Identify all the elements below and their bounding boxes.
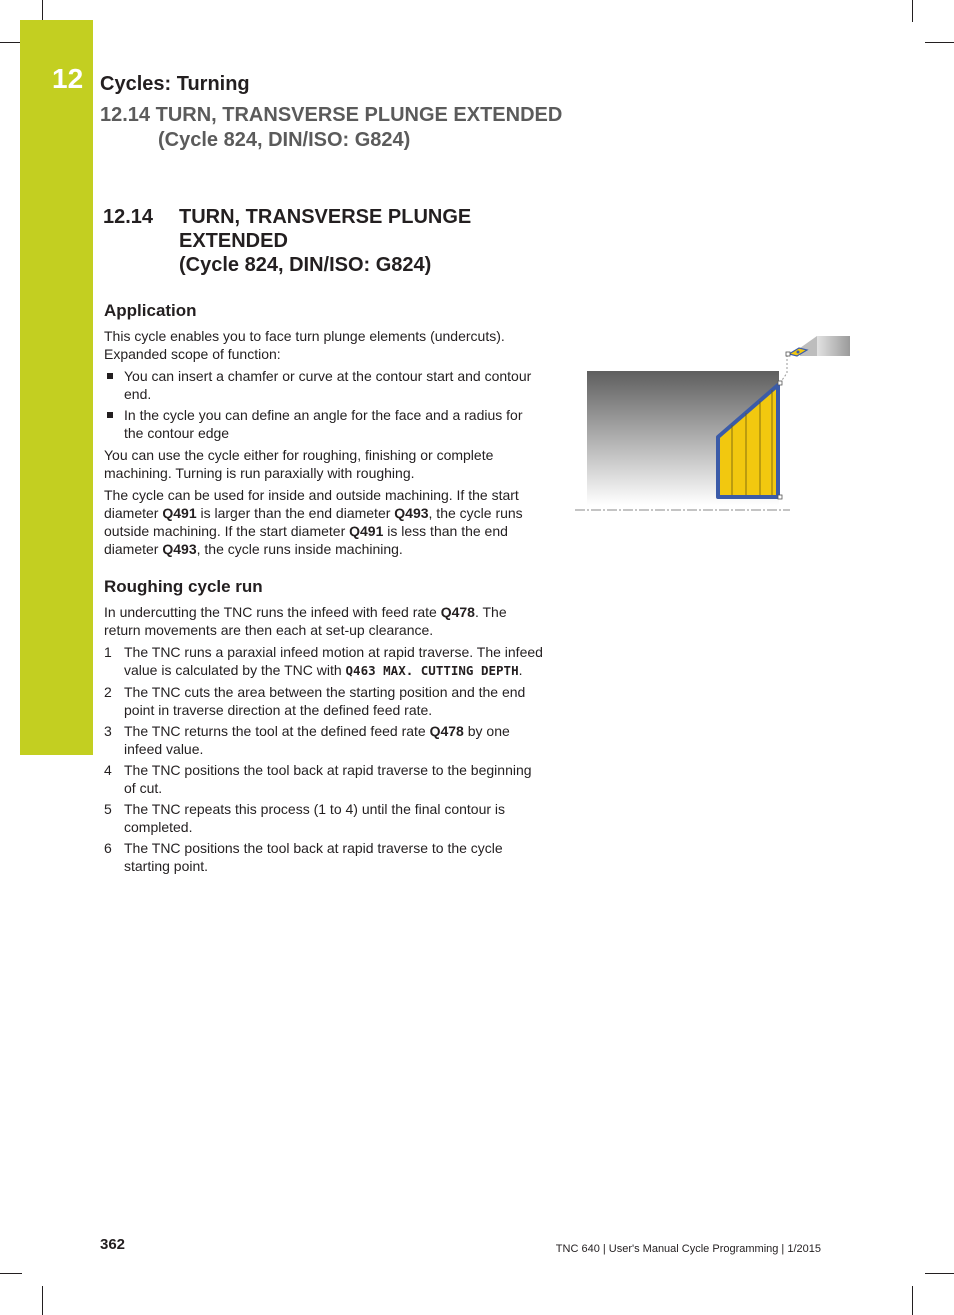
code-ref: Q463 MAX. CUTTING DEPTH — [345, 663, 519, 678]
bullet-item — [104, 406, 544, 442]
chapter-tab — [20, 20, 93, 755]
running-header-section: 12.14 TURN, TRANSVERSE PLUNGE EXTENDED — [100, 104, 563, 126]
crop-mark — [0, 1273, 22, 1274]
roughing-heading: Roughing cycle run — [104, 577, 263, 596]
text: by one infeed value. — [124, 723, 510, 757]
chapter-number: 12 — [52, 63, 84, 94]
paragraph — [104, 603, 544, 639]
text: . — [518, 662, 523, 678]
step-number: 6 — [104, 840, 112, 856]
page-number: 362 — [100, 1236, 126, 1253]
running-header-chapter: Cycles: Turning — [100, 73, 250, 95]
application-body — [104, 327, 544, 558]
bullet-item — [104, 367, 544, 403]
tool-tip-marker — [786, 352, 790, 356]
text: The TNC positions the tool back at rapid traverse to the cycle starting point. — [124, 840, 503, 874]
section-number: 12.14 — [103, 206, 154, 228]
step-item — [104, 839, 544, 875]
roughing-body — [104, 603, 544, 875]
step-item — [104, 722, 544, 758]
crop-mark — [925, 42, 954, 43]
parameter-ref: Q493 — [394, 505, 429, 521]
text: is larger than the end diameter — [196, 505, 395, 521]
bullet-text: You can insert a chamfer or curve at the contour start and contour end. — [124, 368, 532, 402]
step-number: 2 — [104, 684, 112, 700]
application-heading: Application — [104, 301, 197, 320]
text: is less than the end diameter — [104, 523, 508, 557]
step-item — [104, 800, 544, 836]
text: The cycle can be used for inside and outside machining. If the start diameter — [104, 487, 519, 521]
paragraph: You can use the cycle either for roughing, finishing or complete machining. Turning is run paraxially with roughing. — [104, 447, 494, 481]
text: In undercutting the TNC runs the infeed with feed rate — [104, 604, 441, 620]
step-item — [104, 683, 544, 719]
section-title-line: EXTENDED — [179, 230, 288, 252]
step-number: 5 — [104, 801, 112, 817]
step-number: 1 — [104, 644, 112, 660]
bullet-text: In the cycle you can define an angle for the face and a radius for the contour edge — [124, 407, 523, 441]
section-title-line: (Cycle 824, DIN/ISO: G824) — [179, 254, 432, 276]
approach-path — [780, 355, 787, 383]
text: The TNC returns the tool at the defined feed rate — [124, 723, 430, 739]
text: The TNC positions the tool back at rapid traverse to the beginning of cut. — [124, 762, 532, 796]
running-header-section-cont: (Cycle 824, DIN/ISO: G824) — [158, 129, 411, 151]
end-point-marker — [778, 495, 782, 499]
step-item — [104, 643, 544, 680]
parameter-ref: Q491 — [162, 505, 197, 521]
crop-mark — [42, 0, 43, 22]
step-number: 3 — [104, 723, 112, 739]
text: , the cycle runs outside machining. If the start diameter — [104, 505, 523, 539]
parameter-ref: Q478 — [440, 604, 475, 620]
parameter-ref: Q493 — [162, 541, 197, 557]
crop-mark — [925, 1273, 954, 1274]
footer-text: TNC 640 | User's Manual Cycle Programming | 1/2015 — [555, 1243, 821, 1255]
paragraph — [104, 486, 544, 558]
insert-screw — [797, 351, 800, 354]
section-title-line: TURN, TRANSVERSE PLUNGE — [179, 206, 472, 228]
paragraph: This cycle enables you to face turn plunge elements (undercuts). Expanded scope of function: — [104, 328, 505, 362]
crop-mark — [912, 0, 913, 22]
text: , the cycle runs inside machining. — [196, 541, 403, 557]
crop-mark — [912, 1286, 913, 1315]
plunge-illustration — [575, 335, 855, 520]
tool-holder — [817, 336, 850, 356]
text: The TNC repeats this process (1 to 4) until the final contour is completed. — [124, 801, 506, 835]
crop-mark — [42, 1286, 43, 1315]
text: The TNC runs a paraxial infeed motion at rapid traverse. The infeed value is calculated by the TNC with — [124, 644, 543, 678]
parameter-ref: Q478 — [429, 723, 464, 739]
text: . The return movements are then each at set-up clearance. — [104, 604, 507, 638]
crop-mark — [0, 42, 22, 43]
start-point-marker — [778, 381, 782, 385]
text: The TNC cuts the area between the starting position and the end point in traverse direction at the defined feed rate. — [124, 684, 526, 718]
step-number: 4 — [104, 762, 112, 778]
parameter-ref: Q491 — [349, 523, 384, 539]
step-item — [104, 761, 544, 797]
